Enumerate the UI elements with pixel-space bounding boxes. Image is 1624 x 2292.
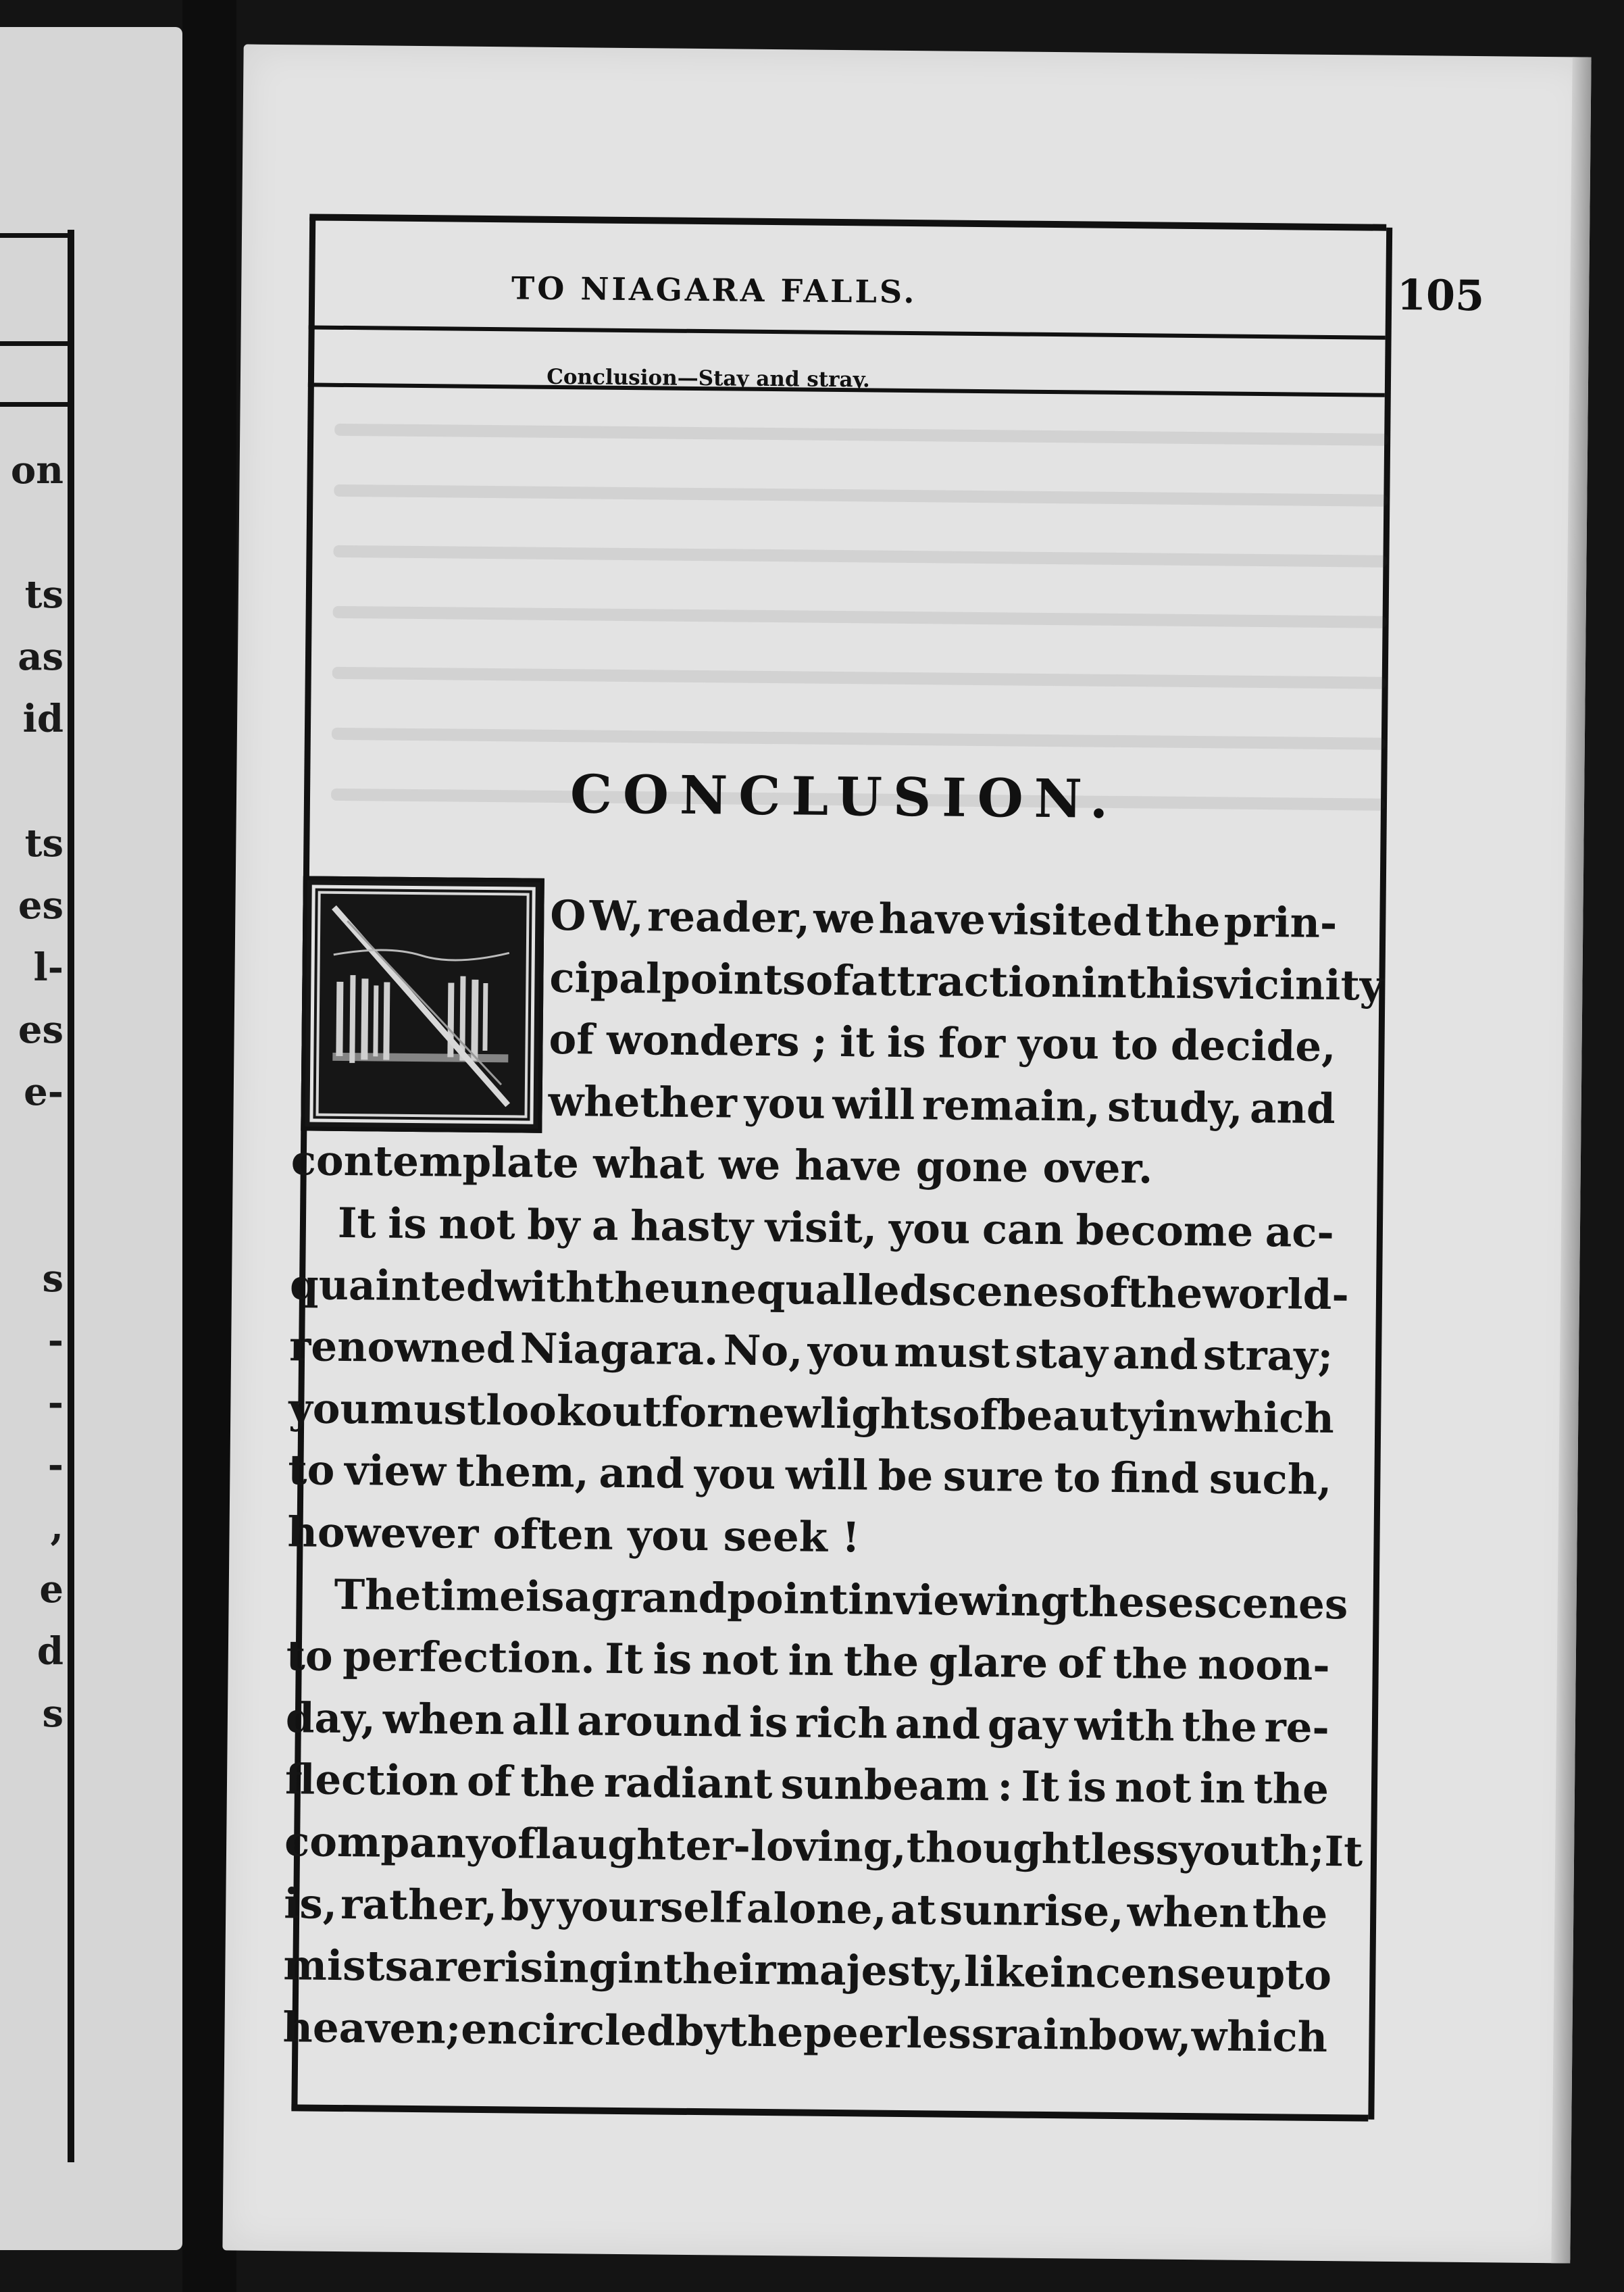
text-line: is, rather, by yourself alone, at sunrise, when the: [283, 1879, 1328, 1938]
chapter-title: CONCLUSION.: [569, 764, 1119, 830]
text-line: to view them, and you will be sure to find such,: [288, 1446, 1332, 1505]
book-page: [222, 45, 1591, 2264]
previous-page-line-end: ts: [24, 821, 64, 866]
previous-page-line-end: -: [47, 1380, 64, 1425]
text-line: quainted with the unequalled scenes of the world-: [289, 1260, 1350, 1319]
text-line: heaven; encircled by the peerless rainbow, which: [282, 2003, 1328, 2062]
previous-page-line-end: -: [47, 1318, 64, 1363]
previous-page-line-end: es: [18, 883, 64, 928]
previous-page-line-end: d: [36, 1629, 64, 1674]
previous-page-line-end: on: [10, 448, 64, 493]
running-head: TO NIAGARA FALLS.: [511, 270, 917, 311]
previous-page-line-end: l-: [33, 945, 64, 990]
previous-page-line-end: -: [47, 1443, 64, 1487]
previous-page-line-end: [3, 750, 64, 812]
text-line: day, when all around is rich and gay with the re-: [285, 1693, 1330, 1752]
text-line: cipal points of attraction in this vicinity: [549, 953, 1384, 1010]
text-line: renowned Niagara. No, you must stay and stray;: [288, 1322, 1334, 1381]
previous-page-fragment: [0, 27, 182, 2250]
page-edge: [1551, 57, 1591, 2263]
previous-page-line-end: [3, 501, 64, 564]
body-text: [282, 882, 1384, 2068]
previous-page-line-ends: [3, 439, 64, 1745]
previous-page-line-end: [3, 1123, 64, 1185]
text-line: O W, reader, we have visited the prin-: [550, 891, 1338, 948]
previous-page-line-end: s: [42, 1691, 64, 1736]
text-line: contemplate what we have gone over.: [290, 1137, 1153, 1193]
previous-page-line-end: ,: [50, 1505, 64, 1549]
text-line: you must look out for new lights of beauty in which: [288, 1384, 1335, 1443]
text-line: however often you seek !: [287, 1508, 861, 1562]
previous-page-line-end: id: [22, 697, 64, 741]
text-line: It is not by a hasty visit, you can become ac-: [337, 1199, 1335, 1257]
text-line: mists are rising in their majesty, like incense up to: [283, 1941, 1332, 2000]
text-line: company of laughter-loving, thoughtless youth ; It: [284, 1818, 1363, 1876]
text-line: whether you will remain, study, and: [548, 1077, 1336, 1133]
previous-page-line-end: e-: [24, 1070, 64, 1114]
text-line: The time is a grand point in viewing these scenes: [334, 1570, 1348, 1628]
previous-page-line-end: [3, 1185, 64, 1247]
previous-page-line-end: e: [39, 1567, 64, 1612]
previous-page-line-end: s: [42, 1256, 64, 1301]
previous-page-line-end: ts: [24, 572, 64, 617]
previous-page-line-end: as: [18, 634, 64, 679]
text-line: to perfection. It is not in the glare of the noon-: [286, 1632, 1330, 1691]
section-subhead: Conclusion—Stay and stray.: [547, 364, 870, 393]
text-line: of wonders ; it is for you to decide,: [549, 1016, 1336, 1072]
page-number: 105: [1396, 270, 1485, 321]
text-line: flection of the radiant sunbeam : It is not in the: [284, 1755, 1329, 1814]
previous-page-line-end: es: [18, 1007, 64, 1052]
